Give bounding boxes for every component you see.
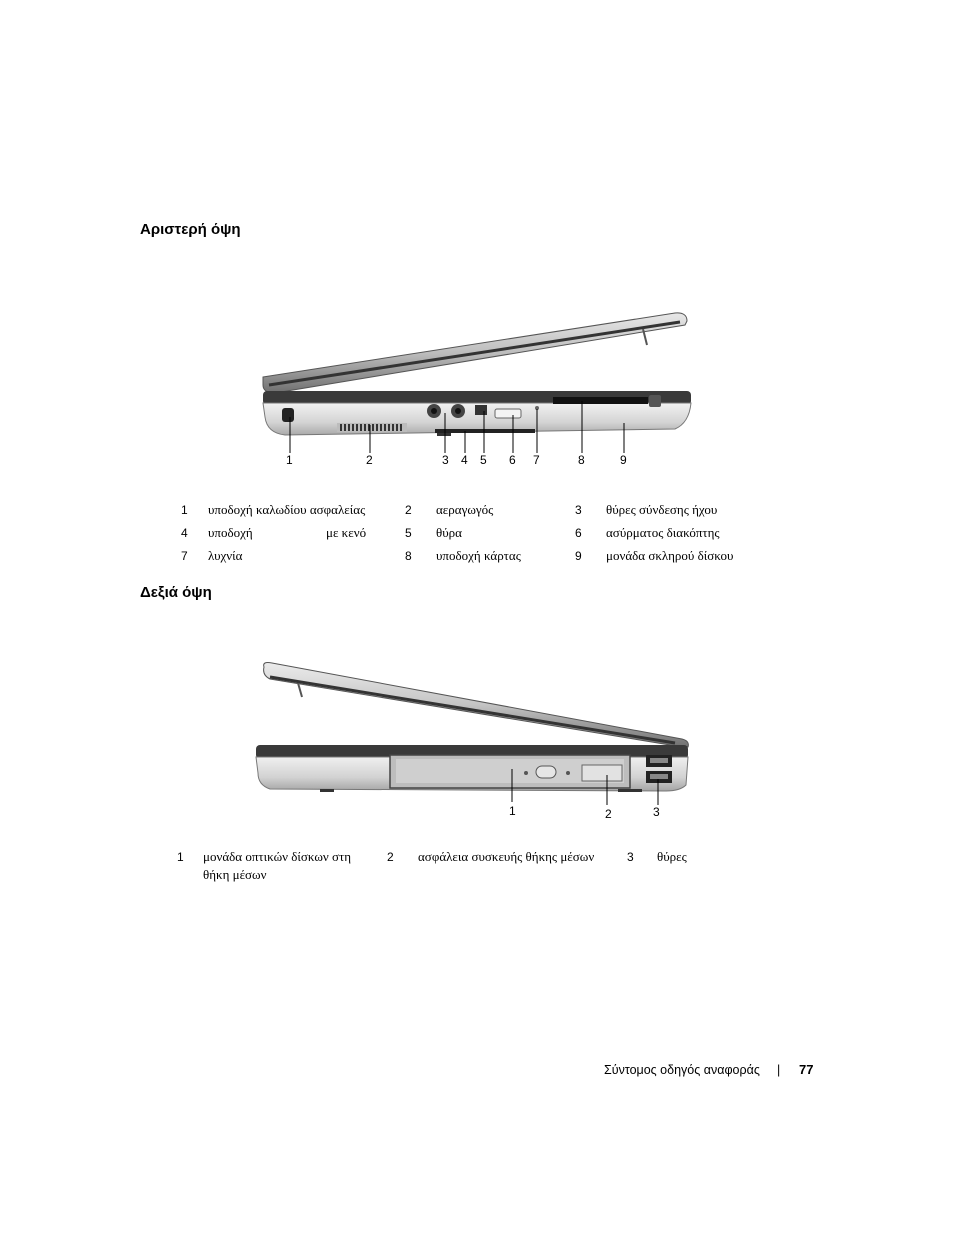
legend-number: 7 xyxy=(181,549,188,563)
legend-text: ασύρματος διακόπτης xyxy=(606,525,720,540)
footer-title: Σύντομος οδηγός αναφοράς xyxy=(604,1063,760,1077)
legend-number: 1 xyxy=(177,850,184,864)
callout-3: 3 xyxy=(442,453,449,467)
legend-text: με κενό xyxy=(326,525,367,540)
legend-number: 3 xyxy=(627,850,634,864)
callout-1: 1 xyxy=(286,453,293,467)
legend-text: λυχνία xyxy=(208,548,243,563)
legend-number: 4 xyxy=(181,526,188,540)
laptop-right-side-illustration xyxy=(250,655,700,820)
callout-6: 6 xyxy=(509,453,516,467)
footer-separator: | xyxy=(777,1063,781,1077)
callout-4: 4 xyxy=(461,453,468,467)
legend-text: υποδοχή κάρτας xyxy=(436,548,521,563)
callout-5: 5 xyxy=(480,453,487,467)
callout-7: 7 xyxy=(533,453,540,467)
legend-number: 9 xyxy=(575,549,582,563)
laptop-left-side-illustration xyxy=(255,305,715,455)
legend-text: μονάδα οπτικών δίσκων στη xyxy=(203,849,352,864)
legend-text: ασφάλεια συσκευής θήκης μέσων xyxy=(418,849,595,864)
legend-number: 6 xyxy=(575,526,582,540)
legend-number: 2 xyxy=(387,850,394,864)
callout-3: 3 xyxy=(653,805,660,819)
legend-number: 2 xyxy=(405,503,412,517)
callout-2: 2 xyxy=(366,453,373,467)
legend-text: θήκη μέσων xyxy=(203,867,267,882)
legend-number: 8 xyxy=(405,549,412,563)
legend-text: υποδοχή καλωδίου ασφαλείας xyxy=(208,502,366,517)
legend-number: 5 xyxy=(405,526,412,540)
legend-number: 3 xyxy=(575,503,582,517)
callout-1: 1 xyxy=(509,804,516,818)
legend-number: 1 xyxy=(181,503,188,517)
callout-2: 2 xyxy=(605,807,612,821)
legend-text: αεραγωγός xyxy=(436,502,494,517)
legend-text: μονάδα σκληρού δίσκου xyxy=(606,548,734,563)
page-number: 77 xyxy=(799,1062,814,1077)
section-title-right-view: Δεξιά όψη xyxy=(140,584,212,601)
legend-text: θύρα xyxy=(436,525,462,540)
callout-8: 8 xyxy=(578,453,585,467)
legend-text: υποδοχή xyxy=(208,525,253,540)
callout-9: 9 xyxy=(620,453,627,467)
legend-text: θύρες xyxy=(657,849,687,864)
legend-text: θύρες σύνδεσης ήχου xyxy=(606,502,718,517)
section-title-left-view: Αριστερή όψη xyxy=(140,221,241,238)
